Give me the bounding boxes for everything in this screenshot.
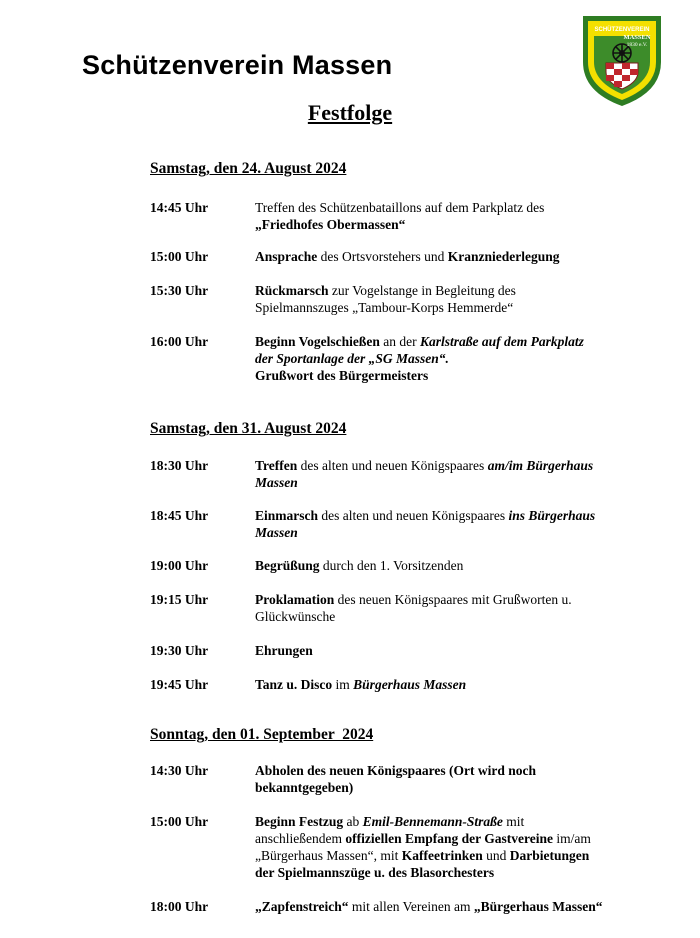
entry-description <box>255 248 655 265</box>
description-text: Massen <box>255 525 298 540</box>
description-text: „Friedhofes Obermassen“ <box>255 217 406 232</box>
entry-description <box>255 457 655 491</box>
description-text: am/im Bürgerhaus <box>487 458 594 473</box>
entry-description <box>255 199 655 233</box>
description-text: Beginn Vogelschießen <box>255 334 380 349</box>
description-text: Spielmannszuges „Tambour-Korps Hemmerde“ <box>255 300 514 315</box>
description-text: Einmarsch <box>255 508 319 523</box>
entry-time: 15:30 Uhr <box>150 283 209 298</box>
logo-top-text: SCHÜTZENVEREIN <box>594 27 650 33</box>
club-logo <box>579 10 665 108</box>
entry-time: 18:00 Uhr <box>150 899 209 914</box>
entry-description <box>255 282 655 316</box>
description-text: Tanz u. Disco <box>255 677 333 692</box>
description-text: Ehrungen <box>255 643 313 658</box>
description-text: Treffen <box>255 458 298 473</box>
description-text: im/am <box>552 831 591 846</box>
description-text: Proklamation <box>255 592 335 607</box>
club-name: Schützenverein Massen <box>82 50 393 80</box>
description-text: mit <box>502 814 525 829</box>
entry-time: 14:45 Uhr <box>150 200 209 215</box>
entry-description <box>255 762 655 796</box>
description-text: Karlstraße auf dem Parkplatz <box>420 334 584 349</box>
entry-time: 15:00 Uhr <box>150 814 209 829</box>
description-text: des alten und neuen Königspaares <box>318 508 509 523</box>
entry-time: 19:15 Uhr <box>150 592 209 607</box>
description-text: Ansprache <box>255 249 318 264</box>
entry-description <box>255 676 655 693</box>
description-text: Glückwünsche <box>255 609 336 624</box>
day-heading: Samstag, den 24. August 2024 <box>150 160 347 177</box>
description-text: „Bürgerhaus Massen“, mit <box>255 848 402 863</box>
description-text: Begrüßung <box>255 558 320 573</box>
description-text: des Ortsvorstehers und <box>317 249 448 264</box>
description-text: an der <box>379 334 421 349</box>
entry-description <box>255 813 655 881</box>
description-text: „Zapfenstreich“ <box>255 899 349 914</box>
description-text: Kranzniederlegung <box>447 249 560 264</box>
description-text: der Sportanlage der „SG Massen“. <box>255 351 449 366</box>
entry-description <box>255 333 655 384</box>
description-text: bekanntgegeben) <box>255 780 354 795</box>
entry-description <box>255 898 655 915</box>
description-text: des neuen Königspaares mit Grußworten u. <box>334 592 572 607</box>
entry-time: 14:30 Uhr <box>150 763 209 778</box>
description-text: Beginn Festzug <box>255 814 344 829</box>
description-text: der Spielmannszüge u. des Blasorchesters <box>255 865 495 880</box>
description-text: mit allen Vereinen am <box>348 899 474 914</box>
description-text: zur Vogelstange in Begleitung des <box>328 283 516 298</box>
description-text: Abholen des neuen Königspaares (Ort wird noch <box>255 763 537 778</box>
description-text: Bürgerhaus Massen <box>353 677 467 692</box>
day-heading: Samstag, den 31. August 2024 <box>150 420 347 437</box>
entry-time: 18:45 Uhr <box>150 508 209 523</box>
entry-time: 18:30 Uhr <box>150 458 209 473</box>
description-text: Rückmarsch <box>255 283 329 298</box>
entry-time: 19:30 Uhr <box>150 643 209 658</box>
entry-time: 19:00 Uhr <box>150 558 209 573</box>
description-text: „Bürgerhaus Massen“ <box>473 899 603 914</box>
logo-name: MASSEN <box>623 34 651 41</box>
entry-time: 16:00 Uhr <box>150 334 209 349</box>
entry-description <box>255 507 655 541</box>
description-text: anschließendem <box>255 831 346 846</box>
page-title: Festfolge <box>307 100 393 125</box>
day-heading: Sonntag, den 01. September 2024 <box>150 726 374 743</box>
logo-year: 1830 e.V. <box>626 42 648 48</box>
entry-description <box>255 591 655 625</box>
entry-description <box>255 557 655 574</box>
description-text: offiziellen Empfang der Gastvereine <box>345 831 553 846</box>
entry-time: 15:00 Uhr <box>150 249 209 264</box>
description-text: und <box>482 848 510 863</box>
description-text: Grußwort des Bürgermeisters <box>255 368 429 383</box>
description-text: Darbietungen <box>509 848 590 863</box>
description-text: Massen <box>255 475 298 490</box>
description-text: Treffen des Schützenbataillons auf dem Parkplatz des <box>255 200 545 215</box>
description-text: durch den 1. Vorsitzenden <box>319 558 464 573</box>
description-text: im <box>332 677 354 692</box>
entry-description <box>255 642 655 659</box>
description-text: des alten und neuen Königspaares <box>297 458 488 473</box>
description-text: Emil-Bennemann-Straße <box>362 814 503 829</box>
entry-time: 19:45 Uhr <box>150 677 209 692</box>
description-text: ins Bürgerhaus <box>508 508 596 523</box>
description-text: ab <box>343 814 363 829</box>
description-text: Kaffeetrinken <box>401 848 483 863</box>
